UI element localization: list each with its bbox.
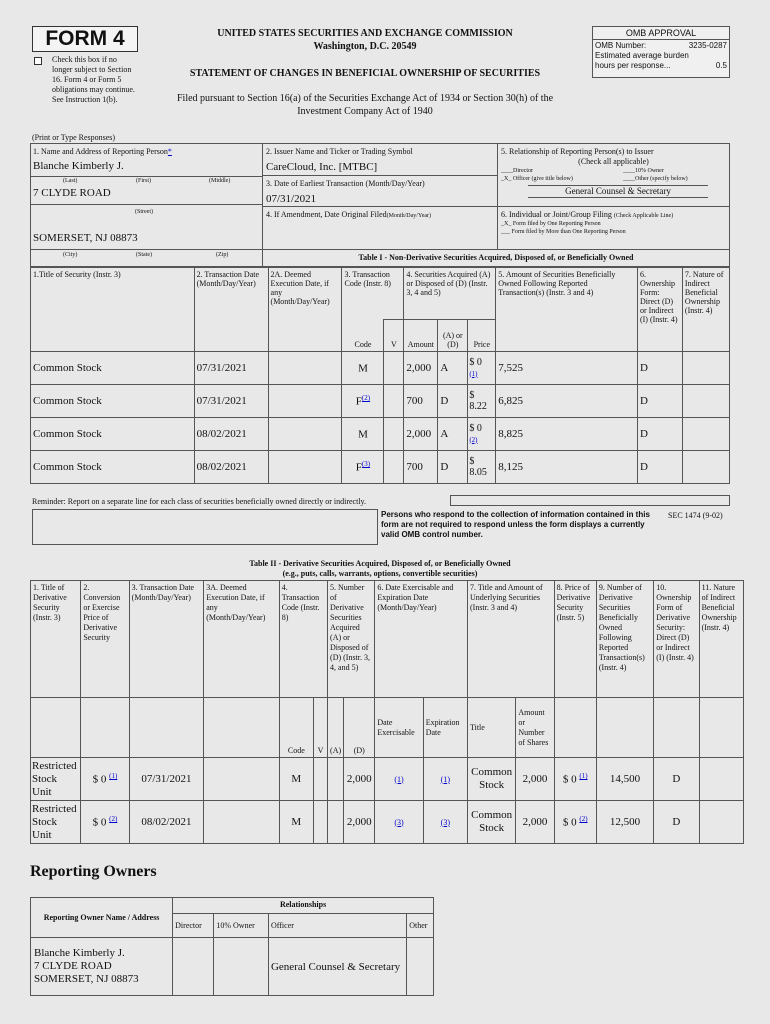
t2-dprice: $ 0 — [562, 773, 577, 786]
director-label: Director — [513, 168, 533, 174]
t2-v — [313, 758, 327, 801]
t1-date: 08/02/2021 — [194, 451, 268, 484]
reminder-right-box — [450, 495, 730, 506]
t1-ad: D — [438, 385, 468, 418]
t1-ad: A — [438, 352, 468, 385]
middle-label: (Middle) — [209, 178, 231, 184]
omb-title: OMB APPROVAL — [593, 27, 729, 40]
t2-dprice-footnote[interactable]: (1) — [579, 772, 588, 781]
t1-h4: 4. Securities Acquired (A) or Disposed of (D) (Instr. 3, 4 and 5) — [404, 268, 496, 320]
t2-h3: 3. Transaction Date (Month/Day/Year) — [129, 581, 204, 698]
t2-form: D — [654, 801, 699, 844]
filing-option-one: _X_ Form filed by One Reporting Person — [501, 221, 601, 227]
t1-sub-aord: (A) or (D) — [438, 320, 468, 352]
t1-date: 07/31/2021 — [194, 385, 268, 418]
t1-title: Common Stock — [31, 418, 195, 451]
box1-star-link[interactable]: * — [167, 147, 172, 156]
t1-h5: 5. Amount of Securities Beneficially Owned Following Reported Transaction(s) (Instr. 3 and 4) — [496, 268, 638, 352]
t1-form: D — [637, 385, 682, 418]
t1-code: F — [355, 461, 362, 474]
omb-approval-box — [592, 26, 730, 78]
table1-row — [31, 418, 730, 451]
t1-title: Common Stock — [31, 451, 195, 484]
box3-label: 3. Date of Earliest Transaction (Month/Day/Year) — [266, 179, 425, 188]
table1-row — [31, 352, 730, 385]
table2-row — [31, 801, 744, 844]
ten-pct-label: 10% Owner — [635, 168, 664, 174]
t2-h4: 4. Transaction Code (Instr. 8) — [279, 581, 327, 698]
t2-underlying-amount: 2,000 — [516, 758, 554, 801]
agency-name: UNITED STATES SECURITIES AND EXCHANGE COMMISSION — [217, 28, 513, 39]
t1-v — [384, 385, 404, 418]
agency-city: Washington, D.C. 20549 — [313, 41, 417, 52]
reporting-owners-heading: Reporting Owners — [30, 863, 157, 880]
t2-owned: 14,500 — [596, 758, 653, 801]
t1-owned: 8,125 — [496, 451, 638, 484]
t1-form: D — [637, 451, 682, 484]
zip-label: (Zip) — [216, 252, 229, 258]
omb-burden-label: Estimated average burden — [595, 51, 689, 60]
amendment-box — [262, 206, 498, 250]
t1-h3: 3. Transaction Code (Instr. 8) — [342, 268, 404, 320]
last-label: (Last) — [63, 178, 78, 184]
t1-code-footnote[interactable]: (3) — [361, 460, 371, 469]
table2-row — [31, 758, 744, 801]
table1-title: Table I - Non-Derivative Securities Acquired, Disposed of, or Beneficially Owned — [358, 253, 634, 262]
box5-sub: (Check all applicable) — [578, 157, 649, 166]
omb-hours-label: hours per response... — [595, 61, 671, 70]
box1-label: 1. Name and Address of Reporting Person — [33, 147, 168, 156]
t2-sub-d: (D) — [344, 698, 375, 758]
t2-underlying-title: Common Stock — [467, 758, 515, 801]
t1-date: 08/02/2021 — [194, 418, 268, 451]
t1-price: $ 8.22 — [469, 390, 487, 412]
t1-nature — [682, 352, 729, 385]
t2-h11: 11. Nature of Indirect Beneficial Ownership (Instr. 4) — [699, 581, 743, 698]
t1-ad: A — [438, 418, 468, 451]
reporting-person-name: Blanche Kimberly J. — [33, 160, 124, 172]
owner-cell — [31, 938, 173, 996]
t1-h7: 7. Nature of Indirect Beneficial Ownership (Instr. 4) — [682, 268, 729, 352]
table1-title-box — [262, 249, 730, 267]
director-header: Director — [173, 914, 214, 938]
t2-price: $ 0 — [92, 816, 107, 829]
form-title-box — [32, 26, 138, 52]
t1-deemed — [268, 451, 342, 484]
t1-amount: 2,000 — [404, 418, 438, 451]
t2-dprice: $ 0 — [562, 816, 577, 829]
filing-type-box — [497, 206, 730, 250]
street-value: 7 CLYDE ROAD — [33, 187, 111, 199]
t1-owned: 6,825 — [496, 385, 638, 418]
earliest-date: 07/31/2021 — [266, 193, 317, 205]
t1-h6: 6. Ownership Form: Direct (D) or Indirect (I) (Instr. 4) — [637, 268, 682, 352]
t2-expiration[interactable]: (1) — [423, 758, 467, 801]
t2-expiration[interactable]: (3) — [423, 801, 467, 844]
t1-sub-code: Code — [342, 320, 384, 352]
t2-nature — [699, 758, 743, 801]
t1-sub-price: Price — [468, 320, 496, 352]
t1-v — [384, 352, 404, 385]
box4-label: 4. If Amendment, Date Original Filed — [266, 210, 387, 219]
t1-v — [384, 451, 404, 484]
t2-deemed — [204, 801, 280, 844]
officer-label: Officer (give title below) — [512, 176, 573, 182]
t1-price-footnote[interactable]: (2) — [469, 435, 478, 444]
omb-number-label: OMB Number: — [595, 41, 647, 50]
t1-v — [384, 418, 404, 451]
t2-h10: 10. Ownership Form of Derivative Security: Direct (D) or Indirect (I) (Instr. 4) — [654, 581, 699, 698]
print-label: (Print or Type Responses) — [32, 133, 116, 142]
state-label: (State) — [136, 252, 152, 258]
table1 — [30, 267, 730, 484]
issuer-name: CareCloud, Inc. [MTBC] — [266, 161, 378, 173]
t2-h5: 5. Number of Derivative Securities Acquired (A) or Disposed of (D) (Instr. 3, 4, and 5) — [328, 581, 375, 698]
t1-owned: 8,825 — [496, 418, 638, 451]
filing-option-more: ___ Form filed by More than One Reporting Person — [501, 229, 626, 235]
t1-deemed — [268, 418, 342, 451]
t2-sub-a: (A) — [328, 698, 344, 758]
checkbox-instruction: Check this box if no longer subject to Section 16. Form 4 or Form 5 obligations may continue. See Instruction 1(b). — [52, 55, 135, 104]
omb-number: 3235-0287 — [688, 41, 727, 50]
t1-form: D — [637, 418, 682, 451]
t1-owned: 7,525 — [496, 352, 638, 385]
city-value: SOMERSET, NJ 08873 — [33, 232, 138, 244]
owner-addr2: SOMERSET, NJ 08873 — [34, 973, 139, 985]
t2-form: D — [654, 758, 699, 801]
t2-dprice-footnote[interactable]: (2) — [579, 815, 588, 824]
t2-h7: 7. Title and Amount of Underlying Securities (Instr. 3 and 4) — [467, 581, 554, 698]
officer-mark: X — [504, 176, 509, 182]
t1-sub-amount: Amount — [404, 320, 438, 352]
box5-label: 5. Relationship of Reporting Person(s) to Issuer — [501, 147, 654, 156]
t2-deemed — [204, 758, 280, 801]
t1-title: Common Stock — [31, 352, 195, 385]
owner-officer-title: General Counsel & Secretary — [268, 938, 406, 996]
t1-deemed — [268, 352, 342, 385]
t2-price-footnote[interactable]: (1) — [109, 772, 118, 781]
owner-name-header: Reporting Owner Name / Address — [31, 898, 173, 938]
t2-date: 07/31/2021 — [129, 758, 204, 801]
other-label: Other (specify below) — [635, 176, 688, 182]
omb-hours: 0.5 — [715, 61, 727, 70]
t1-h2a: 2A. Deemed Execution Date, if any (Month/Day/Year) — [268, 268, 342, 352]
officer-header: Officer — [268, 914, 406, 938]
t2-sub-title: Title — [467, 698, 515, 758]
t1-nature — [682, 385, 729, 418]
statement-title: STATEMENT OF CHANGES IN BENEFICIAL OWNERSHIP OF SECURITIES — [189, 68, 541, 79]
box6-label: 6. Individual or Joint/Group Filing — [501, 210, 612, 219]
t2-d: 2,000 — [344, 758, 375, 801]
form-title: FORM 4 — [45, 27, 125, 50]
owner-addr1: 7 CLYDE ROAD — [34, 960, 112, 972]
t1-price: $ 0 — [469, 356, 482, 368]
city-label: (City) — [63, 252, 78, 258]
t2-exercisable[interactable]: (1) — [375, 758, 423, 801]
t1-sub-v: V — [384, 320, 404, 352]
t1-price: $ 0 — [469, 422, 482, 434]
t2-underlying-amount: 2,000 — [516, 801, 554, 844]
t1-form: D — [637, 352, 682, 385]
t1-h2: 2. Transaction Date (Month/Day/Year) — [194, 268, 268, 352]
notice-left-box — [32, 509, 378, 545]
t1-nature — [682, 451, 729, 484]
t2-date: 08/02/2021 — [129, 801, 204, 844]
box4-label-small: (Month/Day/Year) — [386, 213, 432, 219]
t2-code: M — [279, 801, 313, 844]
t2-h1: 1. Title of Derivative Security (Instr. 3) — [31, 581, 81, 698]
t1-h1: 1.Title of Security (Instr. 3) — [31, 268, 195, 352]
relationship-box: 5. Relationship of Reporting Person(s) to Issuer (Check all applicable) ____Director ____10% Owner _X_ Officer (give title below) ____Other (specify below) General Counsel & Secretary — [497, 143, 730, 207]
t2-code: M — [279, 758, 313, 801]
t1-price: $ 8.05 — [469, 456, 487, 478]
t2-price-footnote[interactable]: (2) — [109, 815, 118, 824]
t2-h3a: 3A. Deemed Execution Date, if any (Month/Day/Year) — [204, 581, 280, 698]
t2-sub-amount: Amount or Number of Shares — [516, 698, 554, 758]
table1-row — [31, 385, 730, 418]
t1-code: F — [355, 395, 362, 408]
t1-date: 07/31/2021 — [194, 352, 268, 385]
t2-sub-exercisable: Date Exercisable — [375, 698, 423, 758]
t1-ad: D — [438, 451, 468, 484]
t2-sub-expiration: Expiration Date — [423, 698, 467, 758]
t1-code-footnote[interactable]: (2) — [361, 394, 371, 403]
issuer-box — [262, 143, 498, 176]
t2-d: 2,000 — [344, 801, 375, 844]
reporting-person-box — [30, 143, 263, 250]
t2-h9: 9. Number of Derivative Securities Beneficially Owned Following Reported Transaction(s) (Instr. 4) — [596, 581, 653, 698]
ten-pct-header: 10% Owner — [214, 914, 269, 938]
filed-pursuant-line1: Filed pursuant to Section 16(a) of the Securities Exchange Act of 1934 or Section 30(h) of the — [176, 93, 554, 104]
owner-name: Blanche Kimberly J. — [34, 947, 125, 959]
first-label: (First) — [136, 178, 151, 184]
t2-owned: 12,500 — [596, 801, 653, 844]
other-header: Other — [407, 914, 434, 938]
t2-h8: 8. Price of Derivative Security (Instr. 5) — [554, 581, 596, 698]
table2-subtitle: (e.g., puts, calls, warrants, options, convertible securities) — [282, 569, 478, 578]
t2-a — [328, 758, 344, 801]
t1-price-footnote[interactable]: (1) — [469, 369, 478, 378]
t2-exercisable[interactable]: (3) — [375, 801, 423, 844]
earliest-transaction-box — [262, 175, 498, 207]
box6-label-small: (Check Applicable Line) — [613, 213, 674, 219]
relationships-header: Relationships — [173, 898, 434, 914]
reminder-text: Reminder: Report on a separate line for each class of securities beneficially owned directly or indirectly. — [32, 497, 367, 506]
t2-v — [313, 801, 327, 844]
sec-code: SEC 1474 (9-02) — [668, 511, 723, 520]
t2-sub-v: V — [313, 698, 327, 758]
t1-amount: 700 — [404, 451, 438, 484]
no-longer-subject-checkbox[interactable] — [34, 57, 42, 65]
t2-a — [328, 801, 344, 844]
box2-label: 2. Issuer Name and Ticker or Trading Symbol — [266, 147, 413, 156]
t1-nature — [682, 418, 729, 451]
t2-underlying-title: Common Stock — [467, 801, 515, 844]
t2-title: Restricted Stock Unit — [31, 758, 81, 801]
t1-amount: 700 — [404, 385, 438, 418]
t1-code: M — [358, 362, 368, 375]
filed-pursuant-line2: Investment Company Act of 1940 — [297, 106, 433, 117]
t2-nature — [699, 801, 743, 844]
persons-notice: Persons who respond to the collection of information contained in this form are not required to respond unless the form displays a currently valid OMB control number. — [381, 510, 650, 539]
t1-deemed — [268, 385, 342, 418]
city-state-zip-row — [30, 249, 263, 267]
reporting-owners-table — [30, 897, 434, 996]
t2-sub-code: Code — [279, 698, 313, 758]
t2-h6: 6. Date Exercisable and Expiration Date (Month/Day/Year) — [375, 581, 468, 698]
t2-price: $ 0 — [92, 773, 107, 786]
table1-row — [31, 451, 730, 484]
t2-h2: 2. Conversion or Exercise Price of Derivative Security — [81, 581, 129, 698]
table2 — [30, 580, 744, 844]
street-label: (Street) — [135, 209, 153, 215]
t1-title: Common Stock — [31, 385, 195, 418]
officer-title: General Counsel & Secretary — [528, 185, 708, 198]
t1-amount: 2,000 — [404, 352, 438, 385]
table2-title: Table II - Derivative Securities Acquired, Disposed of, or Beneficially Owned — [249, 559, 511, 568]
t2-title: Restricted Stock Unit — [31, 801, 81, 844]
t1-code: M — [358, 428, 368, 441]
